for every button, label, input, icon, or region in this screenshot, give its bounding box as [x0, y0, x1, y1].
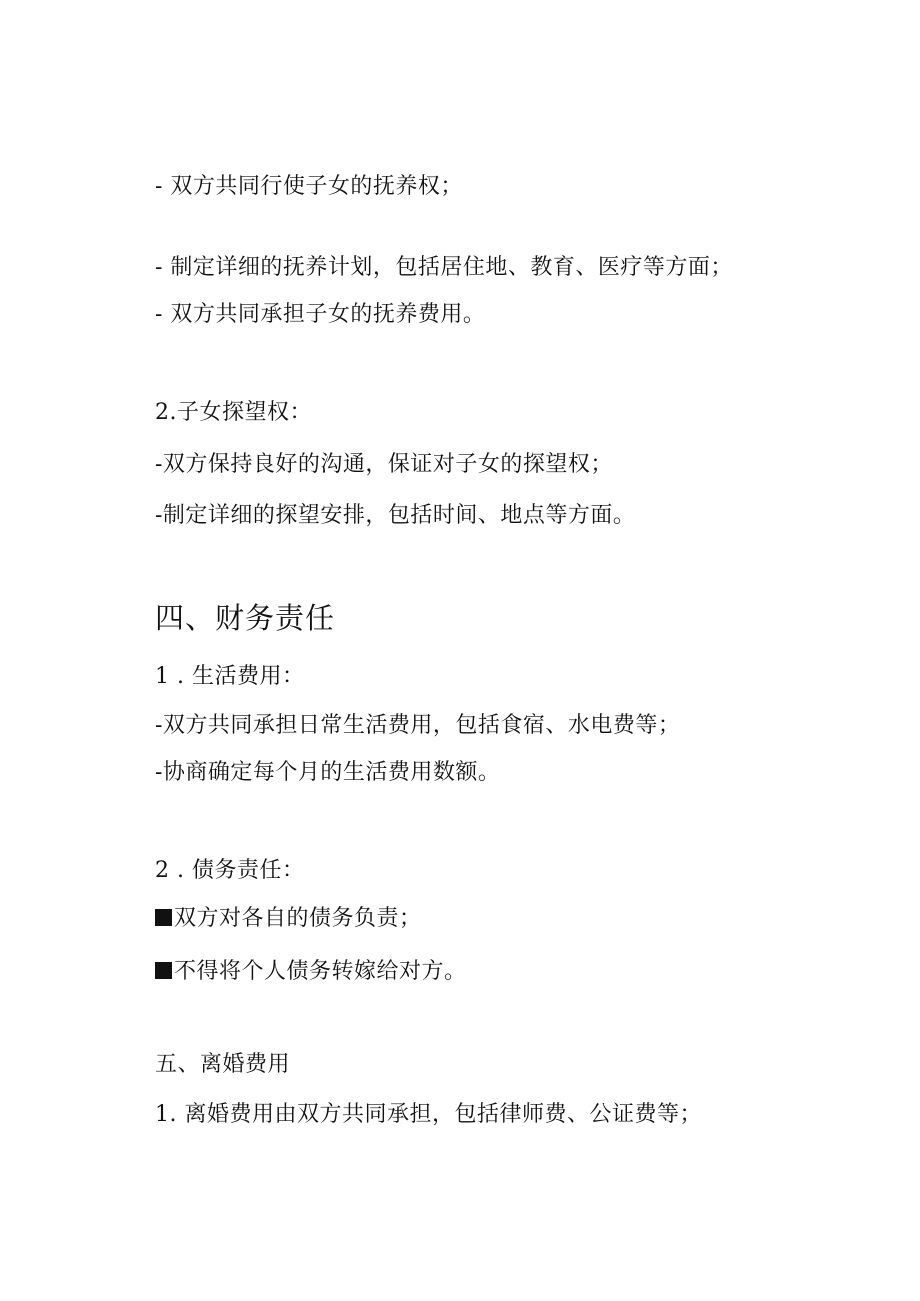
custody-line-1: - 双方共同行使子女的抚养权； — [155, 174, 463, 199]
living-line-1: -双方共同承担日常生活费用，包括食宿、水电费等； — [155, 713, 681, 738]
living-line-2: -协商确定每个月的生活费用数额。 — [155, 760, 501, 785]
finance-heading: 四、财务责任 — [155, 601, 336, 635]
custody-line-3: - 双方共同承担子女的抚养费用。 — [155, 302, 486, 327]
debt-item-1 — [155, 904, 422, 934]
square-bullet-icon — [155, 962, 172, 979]
visitation-title: 2.子女探望权： — [155, 400, 312, 425]
custody-line-2: - 制定详细的抚养计划，包括居住地、教育、医疗等方面； — [155, 255, 733, 280]
square-bullet-icon — [155, 909, 172, 926]
divorce-cost-heading: 五、离婚费用 — [155, 1052, 291, 1077]
living-title: 1 . 生活费用： — [155, 664, 305, 689]
debt-title: 2 . 债务责任： — [155, 858, 305, 883]
debt-item-2-text: 不得将个人债务转嫁给对方。 — [174, 959, 467, 984]
visitation-line-1: -双方保持良好的沟通，保证对子女的探望权； — [155, 452, 613, 477]
debt-item-2 — [155, 957, 467, 987]
visitation-line-2: -制定详细的探望安排，包括时间、地点等方面。 — [155, 503, 636, 528]
divorce-cost-line-1: 1. 离婚费用由双方共同承担，包括律师费、公证费等； — [155, 1102, 702, 1127]
debt-item-1-text: 双方对各自的债务负责； — [174, 906, 422, 931]
